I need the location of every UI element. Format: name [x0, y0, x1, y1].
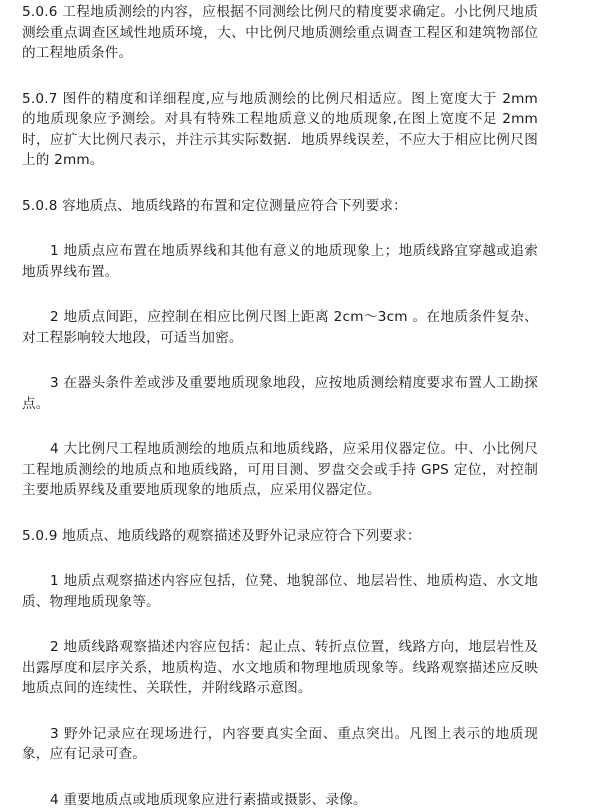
clause-5-0-8-item-3: 3 在器头条件差或涉及重要地质现象地段，应按地质测绘精度要求布置人工勘探点。: [22, 373, 538, 414]
clause-5-0-8: 5.0.8 容地质点、地质线路的布置和定位测量应符合下列要求：: [22, 196, 538, 217]
clause-5-0-8-item-2: 2 地质点间距，应控制在相应比例尺图上距离 2cm～3cm 。在地质条件复杂、对工程影响较大地段，可适当加密。: [22, 307, 538, 348]
clause-5-0-9-item-3: 3 野外记录应在现场进行，内容要真实全面、重点突出。凡图上表示的地质现象，应有记录可查。: [22, 724, 538, 765]
clause-5-0-8-item-4: 4 大比例尺工程地质测绘的地质点和地质线路，应采用仪器定位。中、小比例尺工程地质测绘的地质点和地质线路，可用目测、罗盘交会或手持 GPS 定位，对控制主要地质界线及重要地质现象的地质点，应采用仪器定位。: [22, 439, 538, 501]
clause-5-0-9-item-2: 2 地质线路观察描述内容应包括：起止点、转折点位置，线路方向，地层岩性及出露厚度和层序关系，地质构造、水文地质和物理地质现象等。线路观察描述应反映地质点间的连续性、关联性，并附线路示意图。: [22, 637, 538, 699]
clause-5-0-6: 5.0.6 工程地质测绘的内容，应根据不同测绘比例尺的精度要求确定。小比例尺地质测绘重点调查区域性地质环境，大、中比例尺地质测绘重点调查工程区和建筑物部位的工程地质条件。: [22, 2, 538, 64]
clause-5-0-9: 5.0.9 地质点、地质线路的观察描述及野外记录应符合下列要求：: [22, 526, 538, 547]
clause-5-0-9-item-1: 1 地质点观察描述内容应包括，位凳、地貌部位、地层岩性、地质构造、水文地质、物理地质现象等。: [22, 571, 538, 612]
clause-5-0-7: 5.0.7 图件的精度和详细程度,应与地质测绘的比例尺相适应。图上宽度大于 2mm 的地质现象应予测绘。对具有特殊工程地质意义的地质现象,在图上宽度不足 2mm 时，应扩大比例尺表示，并注示其实际数据．地质界线误差，不应大于相应比例尺图上的 2mm。: [22, 89, 538, 171]
clause-5-0-8-item-1: 1 地质点应布置在地质界线和其他有意义的地质现象上；地质线路宜穿越或追索地质界线布置。: [22, 241, 538, 282]
document-body: [22, 2, 538, 810]
clause-5-0-9-item-4: 4 重要地质点或地质现象应进行素描或摄影、录像。: [22, 790, 538, 810]
